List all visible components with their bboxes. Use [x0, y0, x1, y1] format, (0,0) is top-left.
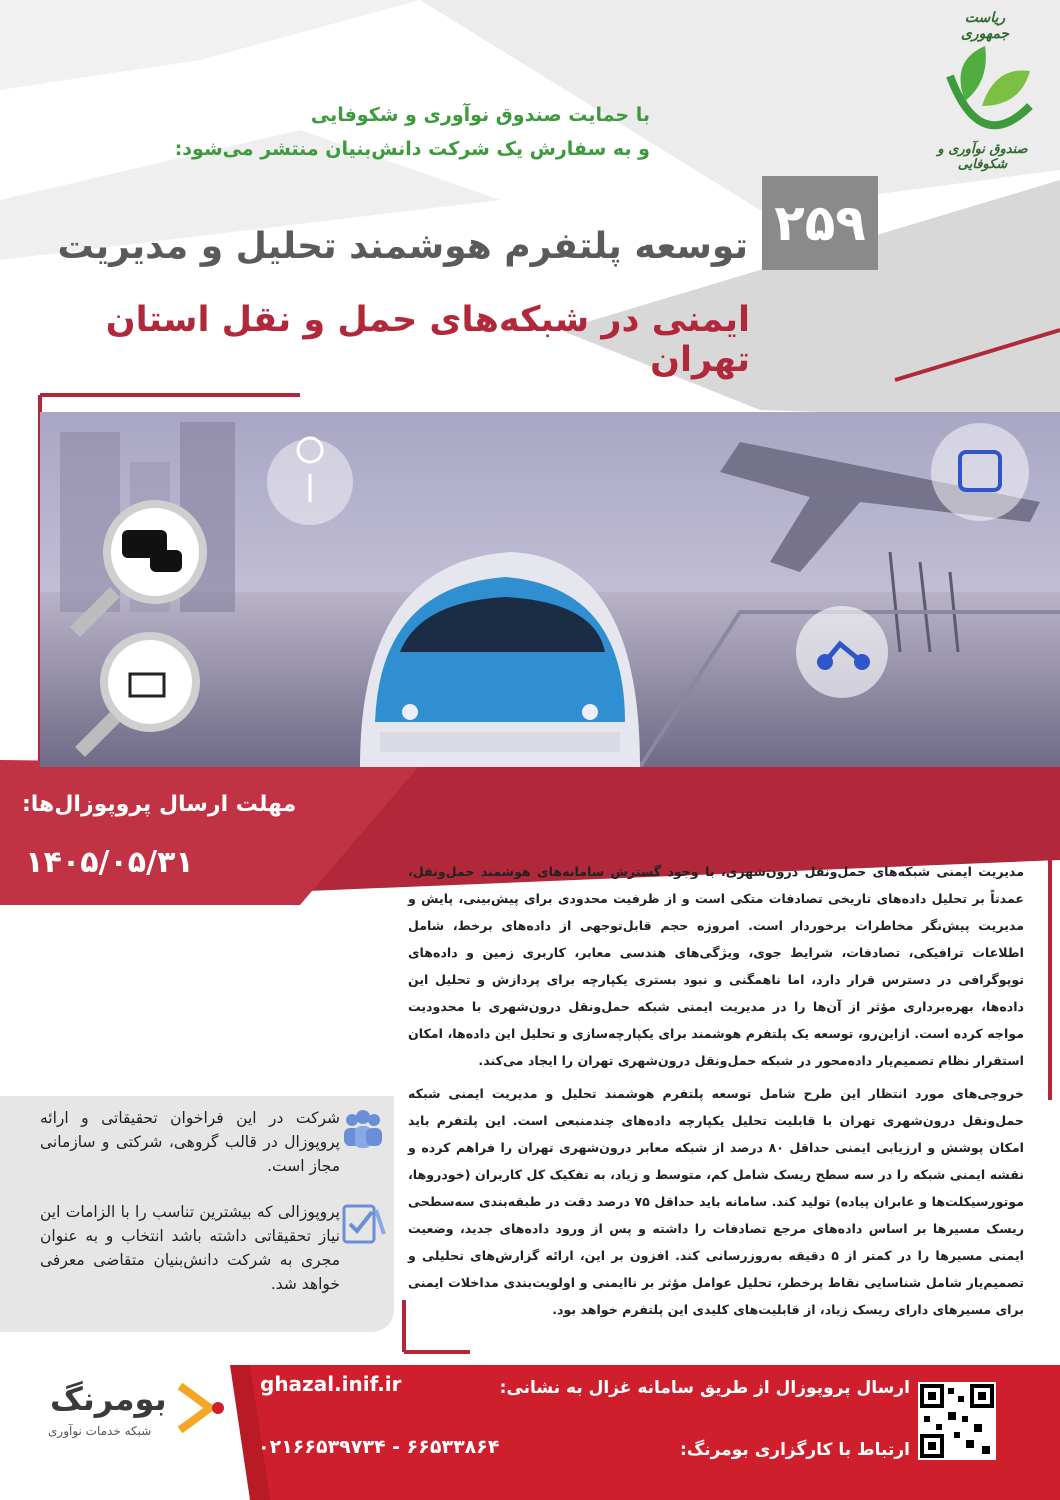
- contact-label: ارتباط با کارگزاری بومرنگ:: [680, 1440, 910, 1460]
- qr-code: [918, 1382, 996, 1460]
- people-group-icon: [340, 1106, 386, 1152]
- logo-text-presidency: ریاست جمهوری: [960, 10, 1010, 42]
- logo-text-fund: صندوق نوآوری و شکوفایی: [937, 142, 1028, 172]
- title-line-2: ایمنی در شبکه‌های حمل و نقل استان تهران: [105, 300, 750, 380]
- deadline-date: ۱۴۰۵/۰۵/۳۱: [25, 845, 194, 880]
- side-note-1: شرکت در این فراخوان تحقیقاتی و ارائه پروپوزال در قالب گروهی، شرکتی و سازمانی مجاز است.: [40, 1109, 340, 1175]
- call-number-badge: ۲۵۹: [762, 176, 878, 270]
- description-body: [408, 858, 1024, 1329]
- sponsor-line-2: و به سفارش یک شرکت دانش‌بنیان منتشر می‌شود:: [174, 138, 650, 160]
- brand-subtitle: شبکه خدمات نوآوری: [48, 1424, 152, 1438]
- deadline-label: مهلت ارسال پروپوزال‌ها:: [22, 792, 297, 817]
- side-note-2: پروپوزالی که بیشترین تناسب را با الزامات این نیاز تحقیقاتی داشته باشد انتخاب و به عنوان مجری به شرکت دانش‌بنیان متقاضی معرفی خواهد شد.: [40, 1203, 340, 1293]
- submission-url-link[interactable]: ghazal.inif.ir: [260, 1372, 402, 1396]
- title-line-1: توسعه پلتفرم هوشمند تحلیل و مدیریت: [57, 226, 748, 267]
- boomerang-logo-icon: [170, 1378, 230, 1438]
- description-paragraph-1: مدیریت ایمنی شبکه‌های حمل‌ونقل درون‌شهری، با وجود گسترش سامانه‌های هوشمند حمل‌ونقل، عمدتاً بر تحلیل داده‌های تاریخی تصادفات متکی است و از ظرفیت محدودی برای پیش‌بینی، پایش و مدیریت پیش‌نگر مخاطرات برخوردار است. امروزه حجم قابل‌توجهی از داده‌های برخط، شامل اطلاعات ترافیکی، تصادفات، شرایط جوی، ویژگی‌های هندسی معابر، کاربری زمین و داده‌های توپوگرافی در دسترس قرار دارد، اما ناهمگنی و نبود بستری یکپارچه برای پردازش و تحلیل این داده‌ها، بهره‌برداری مؤثر از آن‌ها را در مدیریت ایمنی شبکه حمل‌ونقل درون‌شهری با محدودیت مواجه کرده است. ازاین‌رو، توسعه یک پلتفرم هوشمند برای یکپارچه‌سازی و تحلیل این داده‌ها، امکان استقرار نظام تصمیم‌یار داده‌محور در شبکه حمل‌ونقل درون‌شهری تهران را ایجاد می‌کند.: [408, 864, 1024, 1068]
- contact-phones: ۰۲۱۶۶۵۳۹۷۳۴ - ۶۶۵۳۳۸۶۴: [258, 1436, 500, 1458]
- description-paragraph-2: خروجی‌های مورد انتظار این طرح شامل توسعه پلتفرم هوشمند تحلیل و مدیریت ایمنی شبکه حمل‌ونقل درون‌شهری تهران با قابلیت تحلیل یکپارچه داده‌های چندمنبعی است. این پلتفرم باید امکان پوشش و ارزیابی ایمنی حداقل ۸۰ درصد از شبکه معابر درون‌شهری تهران را فراهم کرده و نقشه ایمنی شبکه را در سه سطح ریسک شامل کم، متوسط و زیاد، به تفکیک کل کاربران (خودروها، موتورسیکلت‌ها و عابران پیاده) تولید کند. سامانه باید حداقل ۷۵ درصد دقت در طبقه‌بندی سه‌سطحی ریسک مسیرها بر اساس داده‌های مرجع تصادفات را داشته و پس از ورود داده‌های جدید، وضعیت ایمنی مسیرها را در کمتر از ۵ دقیقه به‌روزرسانی کند. افزون بر این، ارائه گزارش‌های تحلیلی و تصمیم‌یار شامل شناسایی نقاط پرخطر، تحلیل عوامل مؤثر بر ناایمنی و اولویت‌بندی مداخلات ایمنی برای مسیرهای دارای ریسک زیاد، از قابلیت‌های کلیدی این پلتفرم خواهد بود.: [408, 1086, 1024, 1317]
- sponsor-line-1: با حمایت صندوق نوآوری و شکوفایی: [310, 104, 650, 126]
- brand-name: بومرنگ: [50, 1380, 167, 1418]
- submit-instructions: ارسال پروپوزال از طریق سامانه غزال به نشانی:: [499, 1378, 910, 1398]
- sponsor-statement: [150, 98, 650, 166]
- hero-transport-illustration: [40, 412, 1060, 767]
- checklist-icon: [340, 1200, 386, 1246]
